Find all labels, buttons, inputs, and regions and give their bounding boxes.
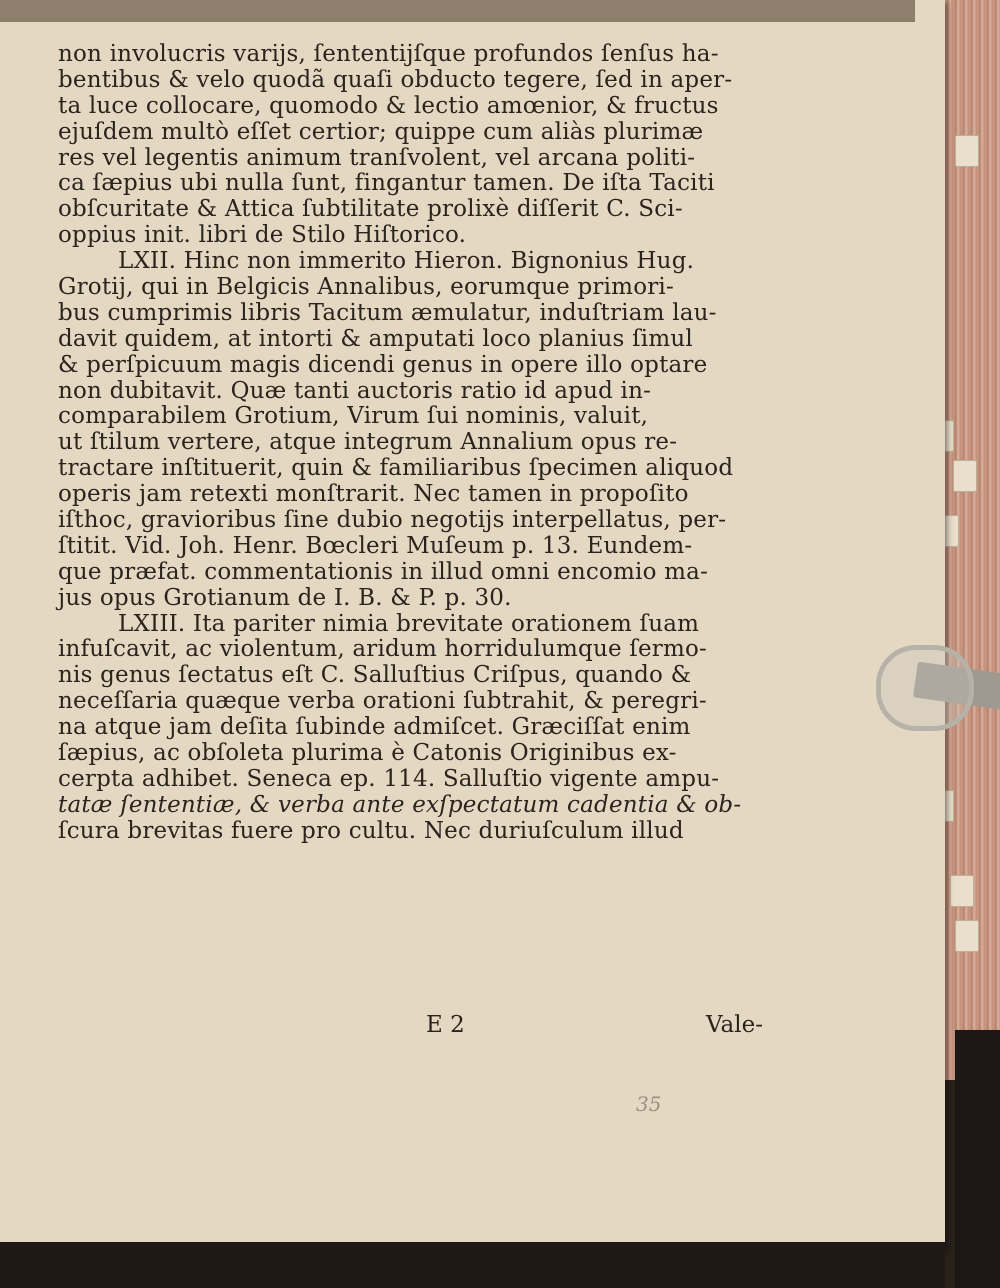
text-line: iſthoc, gravioribus ſine dubio negotijs interpellatus, per-: [58, 507, 727, 534]
text-line: ſæpius, ac obſoleta plurima è Catonis Originibus ex-: [58, 740, 677, 767]
catchword: Vale-: [706, 1012, 763, 1038]
page-footer: [58, 1012, 763, 1040]
signature-mark: E 2: [426, 1012, 465, 1038]
text-line: res vel legentis animum tranſvolent, vel arcana politi-: [58, 144, 696, 171]
page-tab: [953, 460, 977, 492]
text-line: que præfat. commentationis in illud omni encomio ma-: [58, 558, 709, 585]
section-heading-lxiii: LXIII. Ita pariter nimia brevitate orationem ſuam: [118, 610, 700, 637]
text-line: cerpta adhibet. Seneca ep. 114. Salluſtio vigente ampu-: [58, 765, 720, 792]
italic-quotation-line: tatæ ſententiæ, & verba ante exſpectatum cadentia & ob-: [58, 791, 742, 818]
pencil-page-number: 35: [636, 1092, 662, 1116]
text-line: infuſcavit, ac violentum, aridum horridulumque ſermo-: [58, 636, 708, 663]
text-line: jus opus Grotianum de I. B. & P. p. 30.: [58, 584, 512, 611]
text-line: na atque jam deſita ſubinde admiſcet. Græciſſat enim: [58, 714, 691, 741]
text-line: neceſſaria quæque verba orationi ſubtrahit, & peregri-: [58, 688, 707, 715]
text-line: obſcuritate & Attica ſubtilitate prolixè diſſerit C. Sci-: [58, 196, 683, 223]
text-line: ut ſtilum vertere, atque integrum Annalium opus re-: [58, 429, 678, 456]
section-heading-lxii: LXII. Hinc non immerito Hieron. Bignonius Hug.: [118, 248, 695, 275]
background-shadow: [0, 1242, 945, 1288]
page-top-shadow: [0, 0, 915, 22]
text-line: operis jam retexti monſtrarit. Nec tamen in propoſito: [58, 481, 689, 508]
text-line: davit quidem, at intorti & amputati loco planius ſimul: [58, 325, 693, 352]
text-line: ejuſdem multò eſſet certior; quippe cum aliàs plurimæ: [58, 118, 704, 145]
text-line: ſtitit. Vid. Joh. Henr. Bœcleri Muſeum p. 13. Eundem-: [58, 532, 693, 559]
text-line: tractare inſtituerit, quin & familiaribus ſpecimen aliquod: [58, 455, 734, 482]
page-tab: [955, 135, 979, 167]
text-line: & perſpicuum magis dicendi genus in opere illo optare: [58, 351, 708, 378]
text-line: bentibus & velo quodã quaſi obducto tegere, ſed in aper-: [58, 66, 733, 93]
background-shadow: [955, 1030, 1000, 1288]
text-line: non involucris varijs, ſententijſque profundos ſenſus ha-: [58, 41, 719, 67]
page-tab: [950, 875, 974, 907]
text-line: ta luce collocare, quomodo & lectio amœnior, & fructus: [58, 92, 719, 119]
text-line: oppius init. libri de Stilo Hiſtorico.: [58, 222, 467, 249]
text-line: nis genus ſectatus eſt C. Salluſtius Criſpus, quando &: [58, 662, 692, 689]
page-text: [58, 42, 758, 845]
page-tab: [955, 920, 979, 952]
text-line: ca ſæpius ubi nulla ſunt, fingantur tamen. De iſta Taciti: [58, 170, 715, 197]
text-line: bus cumprimis libris Tacitum æmulatur, induſtriam lau-: [58, 299, 717, 326]
text-line: ſcura brevitas fuere pro cultu. Nec duriuſculum illud: [58, 817, 684, 844]
text-line: Grotij, qui in Belgicis Annalibus, eorumque primori-: [58, 274, 674, 301]
metal-clip-ring: [876, 645, 974, 731]
text-line: non dubitavit. Quæ tanti auctoris ratio id apud in-: [58, 377, 652, 404]
text-line: comparabilem Grotium, Virum ſui nominis, valuit,: [58, 403, 649, 430]
